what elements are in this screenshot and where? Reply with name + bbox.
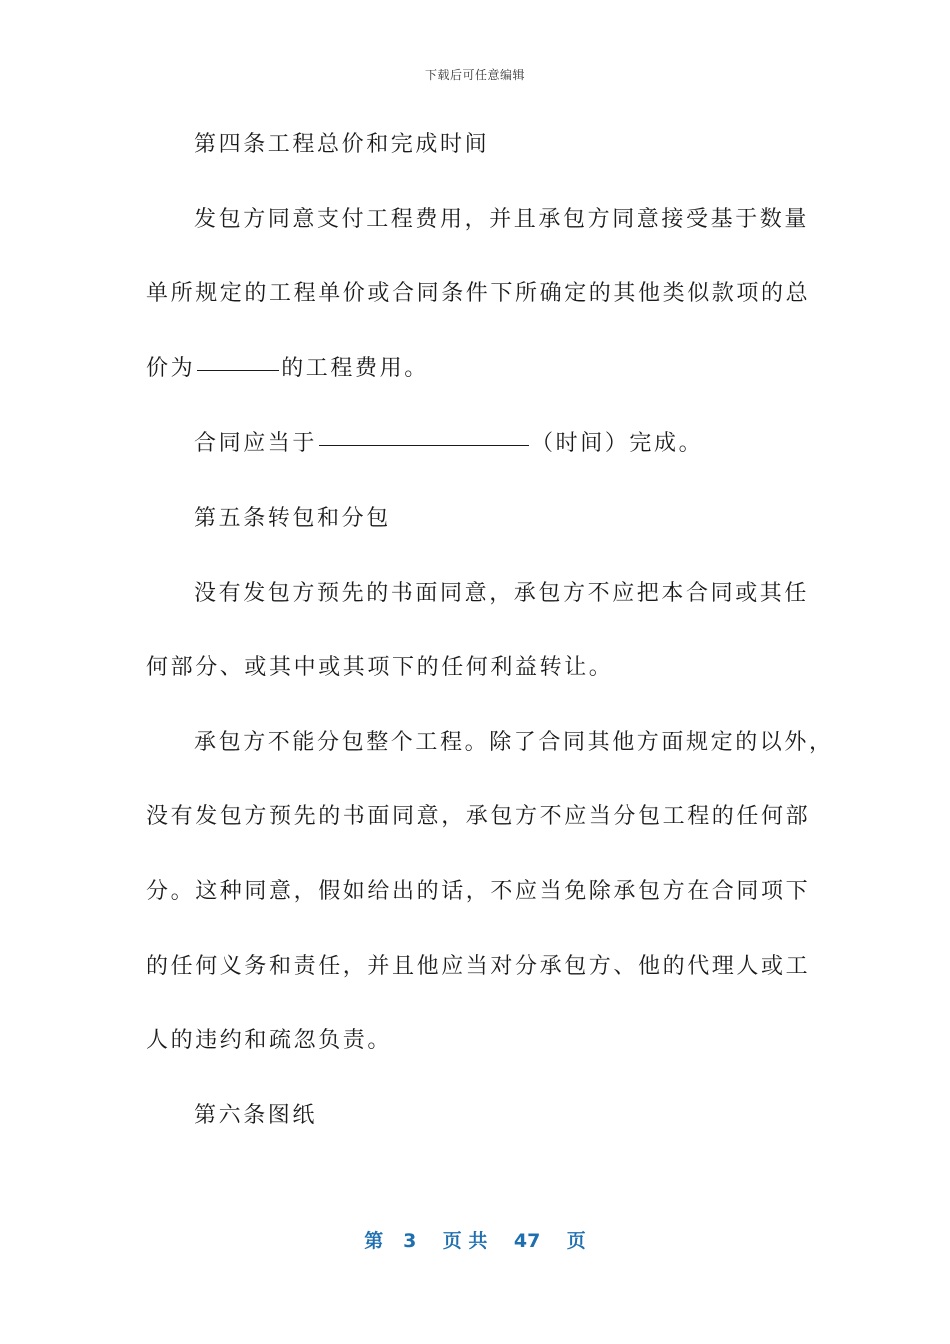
price-blank — [197, 369, 279, 371]
page-header: 下载后可任意编辑 — [424, 68, 525, 82]
current-page-number: 3 — [403, 1230, 417, 1252]
paragraph-line-with-blank — [194, 429, 703, 459]
article-5-heading: 第五条转包和分包 — [194, 506, 391, 531]
paragraph-line: 没有发包方预先的书面同意，承包方不应把本合同或其任 — [194, 581, 810, 606]
text-segment: （时间）完成。 — [531, 431, 704, 456]
paragraph-line: 发包方同意支付工程费用，并且承包方同意接受基于数量 — [194, 207, 810, 232]
text-segment: 的工程费用。 — [281, 356, 429, 381]
paragraph-line: 分。这种同意，假如给出的话，不应当免除承包方在合同项下 — [146, 879, 811, 904]
article-6-heading: 第六条图纸 — [194, 1103, 318, 1128]
paragraph-line: 没有发包方预先的书面同意，承包方不应当分包工程的任何部 — [146, 804, 811, 829]
text-segment: 价为 — [146, 356, 196, 381]
paragraph-line: 承包方不能分包整个工程。除了合同其他方面规定的以外， — [194, 730, 834, 755]
footer-prefix: 第 — [364, 1230, 384, 1252]
paragraph-line: 的任何义务和责任，并且他应当对分承包方、他的代理人或工 — [146, 954, 811, 979]
paragraph-line: 单所规定的工程单价或合同条件下所确定的其他类似款项的总 — [146, 281, 811, 306]
paragraph-line-with-blank — [146, 354, 429, 384]
text-segment: 合同应当于 — [194, 431, 318, 456]
footer-suffix: 页 — [566, 1230, 586, 1252]
total-page-count: 47 — [513, 1230, 541, 1252]
completion-date-blank — [319, 444, 529, 446]
footer-middle: 页 共 — [442, 1230, 488, 1252]
paragraph-line: 人的违约和疏忽负责。 — [146, 1028, 393, 1053]
page-footer — [0, 1226, 950, 1253]
article-4-heading: 第四条工程总价和完成时间 — [194, 132, 490, 157]
paragraph-line: 何部分、或其中或其项下的任何利益转让。 — [146, 655, 614, 680]
